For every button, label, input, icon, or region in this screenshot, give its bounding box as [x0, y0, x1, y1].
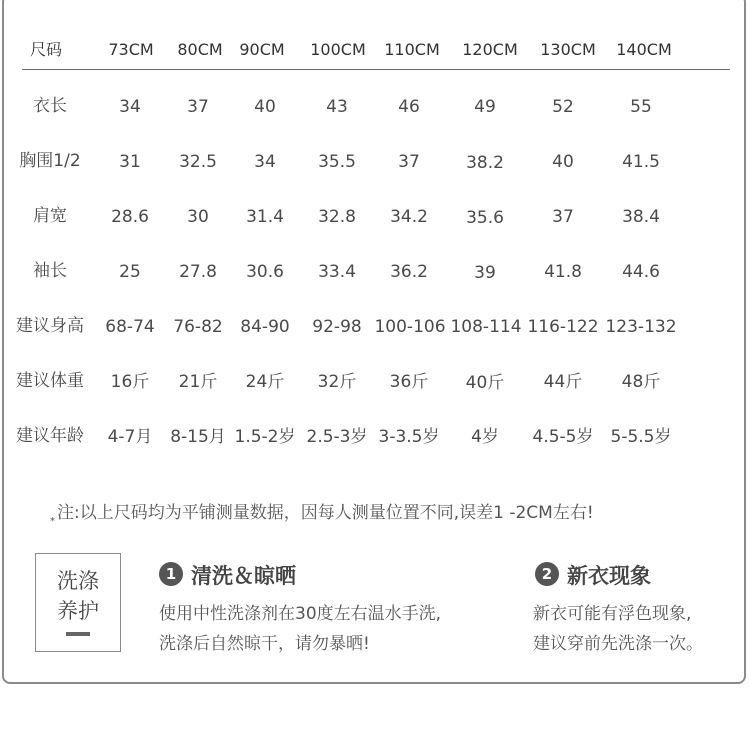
table-cell: 68-74	[105, 317, 155, 337]
table-cell: 40	[254, 97, 276, 117]
care-label-box	[35, 553, 121, 652]
row-label: 建议体重	[16, 371, 84, 391]
note-text: 注:以上尺码均为平铺测量数据，因每人测量位置不同,误差1 -2CM左右!	[57, 503, 594, 523]
table-cell: 36.2	[390, 262, 428, 282]
table-cell: 37	[552, 207, 574, 227]
wash-dry-title: 清洗＆晾晒	[191, 564, 296, 588]
table-cell: 1.5-2岁	[234, 427, 296, 447]
table-cell: 32.5	[179, 152, 217, 172]
table-cell: 34.2	[390, 207, 428, 227]
table-cell: 48斤	[621, 372, 661, 392]
header-col-90: 90CM	[239, 40, 285, 59]
header-col-100: 100CM	[310, 40, 366, 59]
table-cell: 40斤	[465, 373, 505, 393]
table-cell: 5-5.5岁	[610, 427, 672, 447]
row-label: 胸围1/2	[19, 151, 81, 171]
table-cell: 37	[187, 97, 209, 117]
note-asterisk: *	[50, 516, 55, 527]
table-cell: 44.6	[622, 262, 660, 282]
table-cell: 32.8	[318, 207, 356, 227]
row-label: 肩宽	[33, 206, 67, 226]
wash-instruction-line2: 洗涤后自然晾干，请勿暴晒!	[159, 634, 370, 654]
header-col-130: 130CM	[540, 40, 596, 59]
table-cell: 40	[552, 152, 574, 172]
table-cell: 38.4	[622, 207, 660, 227]
step-1-badge: 1	[159, 562, 183, 586]
table-cell: 39	[474, 263, 496, 283]
header-col-110: 110CM	[384, 40, 440, 59]
care-box-bar	[66, 632, 90, 636]
table-cell: 30	[187, 207, 209, 227]
header-col-73: 73CM	[108, 40, 154, 59]
measurement-note	[50, 498, 594, 527]
header-col-140: 140CM	[616, 40, 672, 59]
table-cell: 49	[474, 97, 496, 117]
table-cell: 34	[119, 97, 141, 117]
table-cell: 31	[119, 152, 141, 172]
table-cell: 2.5-3岁	[306, 427, 368, 447]
row-label: 袖长	[33, 261, 67, 281]
table-cell: 108-114	[450, 317, 522, 337]
table-cell: 92-98	[312, 317, 362, 337]
table-cell: 28.6	[111, 207, 149, 227]
table-cell: 4.5-5岁	[532, 427, 594, 447]
header-col-120: 120CM	[462, 40, 518, 59]
table-cell: 8-15月	[170, 427, 226, 447]
table-cell: 16斤	[110, 372, 150, 392]
new-clothes-line2: 建议穿前先洗涤一次。	[533, 634, 703, 654]
table-cell: 35.6	[466, 208, 504, 228]
table-cell: 25	[119, 262, 141, 282]
table-cell: 41.5	[622, 152, 660, 172]
table-cell: 32斤	[317, 372, 357, 392]
table-cell: 41.8	[544, 262, 582, 282]
care-box-line1: 洗涤	[57, 569, 99, 593]
table-cell: 76-82	[173, 317, 223, 337]
header-divider	[22, 69, 730, 70]
table-cell: 52	[552, 97, 574, 117]
row-label: 建议年龄	[16, 426, 84, 446]
new-clothes-line1: 新衣可能有浮色现象,	[533, 604, 692, 624]
table-cell: 84-90	[240, 317, 290, 337]
new-clothes-title: 新衣现象	[567, 564, 651, 588]
table-cell: 34	[254, 152, 276, 172]
step-2-badge: 2	[535, 562, 559, 586]
header-col-80: 80CM	[177, 40, 223, 59]
table-cell: 21斤	[178, 372, 218, 392]
table-cell: 38.2	[466, 153, 504, 173]
row-label: 建议身高	[16, 316, 84, 336]
table-cell: 33.4	[318, 262, 356, 282]
wash-instruction-line1: 使用中性洗涤剂在30度左右温水手洗,	[159, 604, 442, 624]
table-cell: 4-7月	[107, 427, 153, 447]
table-cell: 116-122	[527, 317, 599, 337]
table-cell: 3-3.5岁	[378, 427, 440, 447]
table-cell: 31.4	[246, 207, 284, 227]
table-cell: 27.8	[179, 262, 217, 282]
table-cell: 43	[326, 97, 348, 117]
table-cell: 35.5	[318, 152, 356, 172]
table-cell: 123-132	[605, 317, 677, 337]
table-cell: 36斤	[389, 372, 429, 392]
header-size-label: 尺码	[30, 40, 63, 59]
table-cell: 44斤	[543, 372, 583, 392]
table-cell: 55	[630, 97, 652, 117]
table-cell: 100-106	[374, 317, 446, 337]
table-cell: 24斤	[245, 372, 285, 392]
care-box-line2: 养护	[57, 599, 99, 623]
table-cell: 30.6	[246, 262, 284, 282]
row-label: 衣长	[33, 96, 67, 116]
table-cell: 46	[398, 97, 420, 117]
table-cell: 37	[398, 152, 420, 172]
table-cell: 4岁	[471, 427, 499, 447]
